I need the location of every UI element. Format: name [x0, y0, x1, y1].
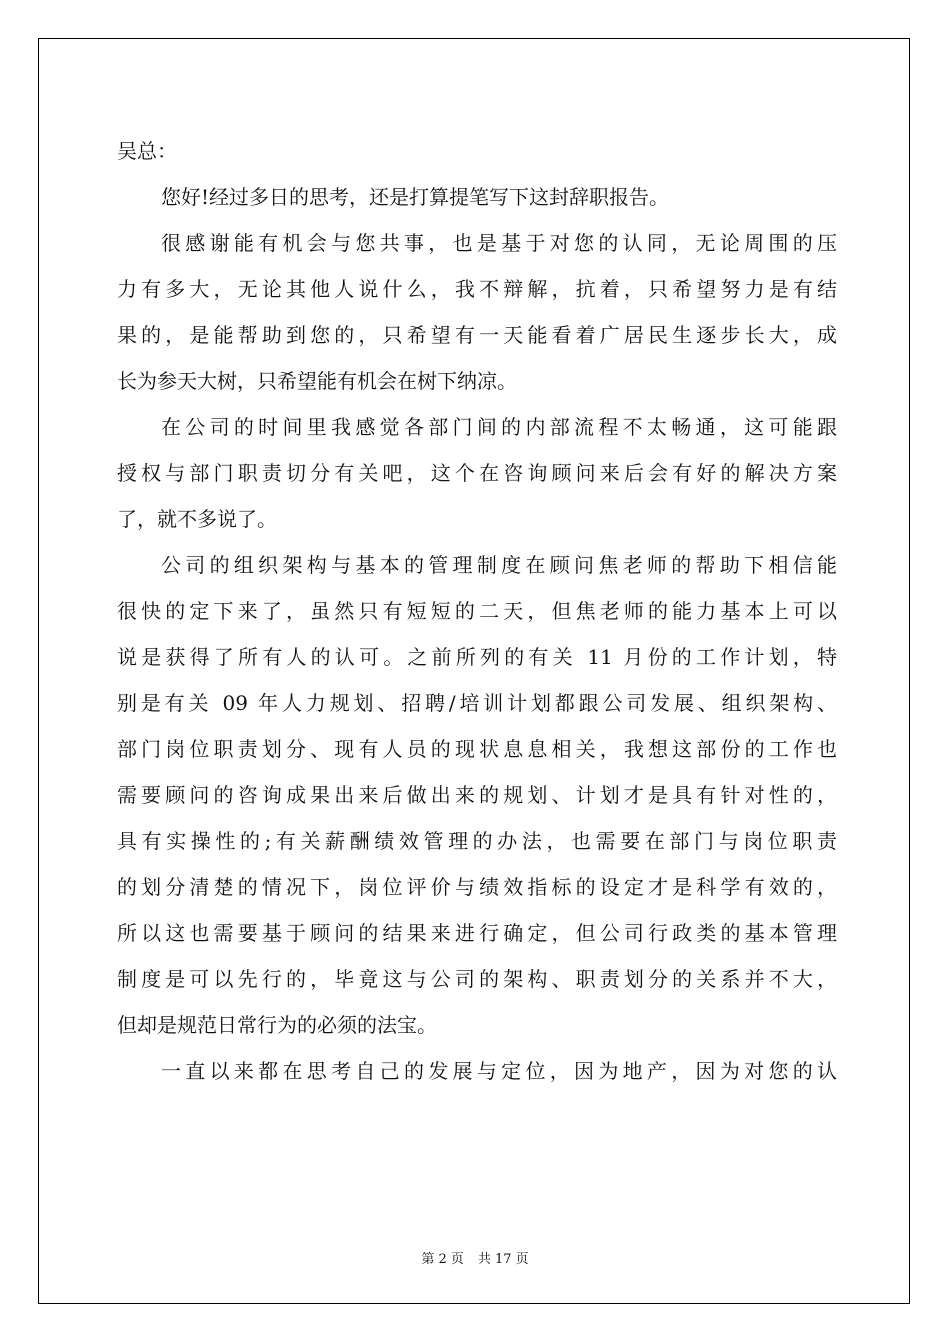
paragraph-line: 了，就不多说了。	[117, 507, 277, 531]
page-total: 共 17 页	[477, 1252, 529, 1267]
paragraph-line: 具有实操性的;有关薪酬绩效管理的办法，也需要在部门与岗位职责	[117, 829, 837, 853]
paragraph-2	[117, 220, 837, 404]
paragraph-line: 很感谢能有机会与您共事，也是基于对您的认同，无论周围的压	[161, 231, 837, 255]
paragraph-line: 说是获得了所有人的认可。之前所列的有关 11 月份的工作计划，特	[117, 645, 837, 669]
paragraph-1	[117, 174, 837, 220]
page-number: 第 2 页	[421, 1252, 464, 1267]
letter-body	[117, 128, 837, 1094]
paragraph-line: 授权与部门职责切分有关吧，这个在咨询顾问来后会有好的解决方案	[117, 461, 837, 485]
paragraph-line: 需要顾问的咨询成果出来后做出来的规划、计划才是具有针对性的，	[117, 783, 837, 807]
paragraph-5	[117, 1048, 837, 1094]
paragraph-line: 很快的定下来了，虽然只有短短的二天，但焦老师的能力基本上可以	[117, 599, 837, 623]
paragraph-4	[117, 542, 837, 1048]
salutation: 吴总：	[117, 139, 177, 163]
paragraph-line: 公司的组织架构与基本的管理制度在顾问焦老师的帮助下相信能	[161, 553, 837, 577]
paragraph-line: 果的，是能帮助到您的，只希望有一天能看着广居民生逐步长大，成	[117, 323, 837, 347]
paragraph-line: 在公司的时间里我感觉各部门间的内部流程不太畅通，这可能跟	[161, 415, 837, 439]
paragraph-line: 部门岗位职责划分、现有人员的现状息息相关，我想这部份的工作也	[117, 737, 837, 761]
paragraph-line: 一直以来都在思考自己的发展与定位，因为地产，因为对您的认	[161, 1059, 837, 1083]
paragraph-line: 长为参天大树，只希望能有机会在树下纳凉。	[117, 369, 517, 393]
page-footer	[0, 1248, 950, 1267]
paragraph-line: 所以这也需要基于顾问的结果来进行确定，但公司行政类的基本管理	[117, 921, 837, 945]
paragraph-line: 制度是可以先行的，毕竟这与公司的架构、职责划分的关系并不大，	[117, 967, 837, 991]
paragraph-line: 您好!经过多日的思考，还是打算提笔写下这封辞职报告。	[161, 185, 670, 209]
paragraph-line: 别是有关 09 年人力规划、招聘/培训计划都跟公司发展、组织架构、	[117, 691, 837, 715]
paragraph-line: 的划分清楚的情况下，岗位评价与绩效指标的设定才是科学有效的，	[117, 875, 837, 899]
paragraph-line: 但却是规范日常行为的必须的法宝。	[117, 1013, 437, 1037]
paragraph-3	[117, 404, 837, 542]
paragraph-line: 力有多大，无论其他人说什么，我不辩解，抗着，只希望努力是有结	[117, 277, 837, 301]
